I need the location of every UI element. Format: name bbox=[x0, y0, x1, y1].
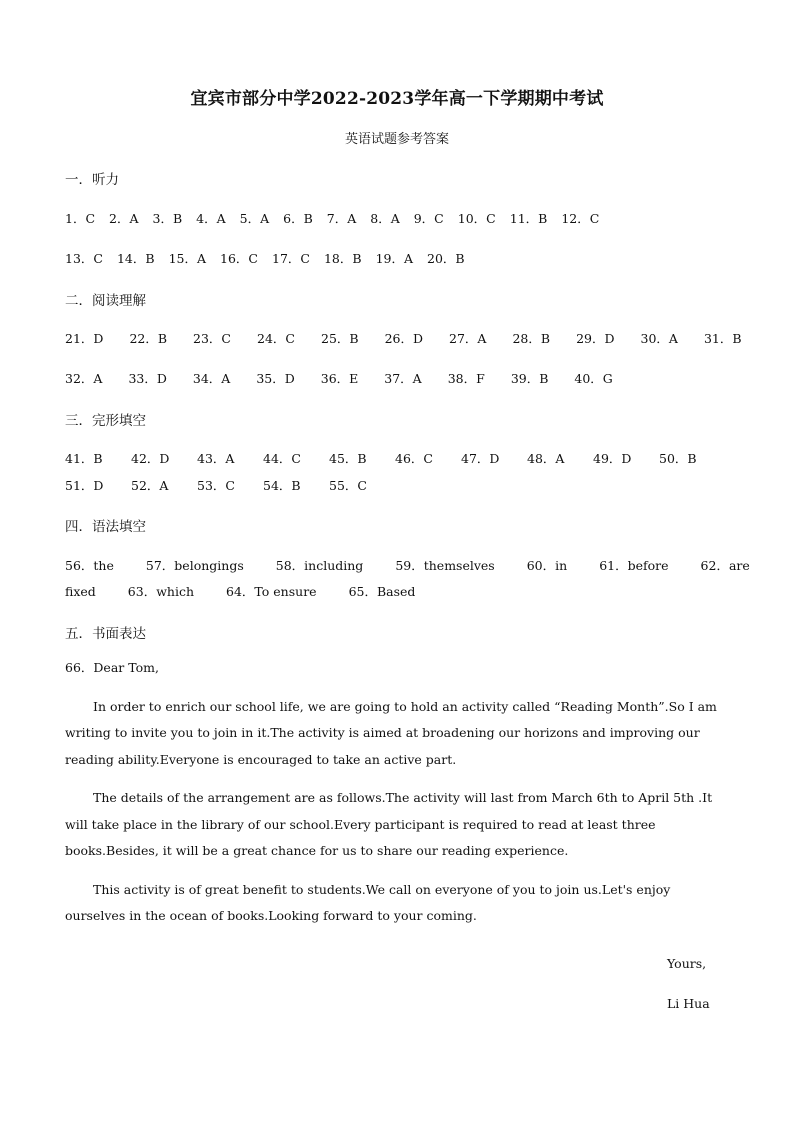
answer-item: 42．D bbox=[131, 451, 170, 466]
answer-item: 4．A bbox=[196, 211, 226, 226]
answer-item: 36．E bbox=[320, 371, 359, 386]
answer-item: 6．B bbox=[283, 211, 313, 226]
answer-item: 58．including bbox=[275, 558, 364, 573]
answer-item: 51．D bbox=[65, 478, 104, 493]
answer-item: 52．A bbox=[131, 478, 169, 493]
letter-greeting: 66．Dear Tom, bbox=[65, 660, 159, 675]
listening-answers-row-1 bbox=[65, 209, 613, 227]
answer-item: 19．A bbox=[375, 251, 414, 266]
page-title: 宜宾市部分中学2022-2023学年高一下学期期中考试 bbox=[190, 89, 604, 109]
answer-item: 50．B bbox=[659, 451, 697, 466]
answer-item: 24．C bbox=[257, 331, 295, 346]
answer-item: 15．A bbox=[168, 251, 207, 266]
answer-item: 31．B bbox=[703, 331, 742, 346]
answer-item: 37．A bbox=[384, 371, 422, 386]
answer-item: 13．C bbox=[65, 251, 103, 266]
letter-paragraph-2: The details of the arrangement are as follows.The activity will last from March 6th to April 5th .It will take place in the library of our school.Every participant is required to read at least three books.Besides, it will be a great chance for us to share our reading experience. bbox=[65, 790, 713, 858]
answer-item: 7．A bbox=[326, 211, 357, 226]
answer-item: 39．B bbox=[510, 371, 549, 386]
answer-item: 34．A bbox=[192, 371, 231, 386]
answer-item: 8．A bbox=[370, 211, 400, 226]
answer-item: 27．A bbox=[449, 331, 487, 346]
answer-item: 40．G bbox=[574, 371, 613, 386]
answer-item: 26．D bbox=[384, 331, 424, 346]
answer-item: 61．before bbox=[599, 558, 669, 573]
answer-item: 64．To ensure bbox=[226, 584, 317, 599]
letter-signature: Li Hua bbox=[667, 996, 710, 1011]
answer-item: 14．B bbox=[116, 251, 155, 266]
section-listening-heading: 一．听力 bbox=[65, 172, 119, 188]
answer-item: 44．C bbox=[263, 451, 301, 466]
answer-item: 3．B bbox=[152, 211, 183, 226]
answer-item: 41．B bbox=[65, 451, 103, 466]
answer-item: 43．A bbox=[197, 451, 235, 466]
answer-item: 56．the bbox=[65, 558, 114, 573]
answer-item: 20．B bbox=[427, 251, 465, 266]
answer-item: 32．A bbox=[65, 371, 103, 386]
answer-item: 18．B bbox=[323, 251, 362, 266]
answer-item: 10．C bbox=[457, 211, 496, 226]
answer-item: 63．which bbox=[127, 584, 195, 599]
answer-item: 46．C bbox=[395, 451, 433, 466]
answer-item: 65．Based bbox=[348, 584, 416, 599]
answer-item: 25．B bbox=[321, 331, 359, 346]
cloze-answers-row-2 bbox=[65, 476, 395, 494]
answer-item: 59．themselves bbox=[395, 558, 495, 573]
answer-item: 47．D bbox=[461, 451, 500, 466]
answer-item: 5．A bbox=[239, 211, 270, 226]
answer-item: 29．D bbox=[576, 331, 615, 346]
page-subtitle: 英语试题参考答案 bbox=[344, 132, 449, 147]
answer-item: 33．D bbox=[128, 371, 167, 386]
answer-item: 30．A bbox=[640, 331, 678, 346]
answer-item: 53．C bbox=[197, 478, 235, 493]
answer-item: 17．C bbox=[272, 251, 310, 266]
answer-item: 55．C bbox=[329, 478, 367, 493]
answer-item: 49．D bbox=[593, 451, 632, 466]
section-reading-heading: 二．阅读理解 bbox=[65, 293, 146, 309]
answer-item: 1．C bbox=[65, 211, 96, 226]
answer-item: fixed bbox=[65, 584, 96, 599]
answer-item: 48．A bbox=[527, 451, 565, 466]
grammar-answers-row-2 bbox=[65, 582, 447, 600]
answer-item: 16．C bbox=[220, 251, 258, 266]
answer-item: 35．D bbox=[256, 371, 295, 386]
letter-paragraph-1: In order to enrich our school life, we are going to hold an activity called “Reading Month”.So I am writing to invite you to join in it.The activity is aimed at broadening our horizons and improving our reading ability.Everyone is encouraged to take an active part. bbox=[65, 698, 717, 767]
answer-item: 28．B bbox=[512, 331, 551, 346]
answer-item: 9．C bbox=[413, 211, 444, 226]
letter-body bbox=[65, 655, 730, 930]
answer-item: 21．D bbox=[65, 331, 104, 346]
reading-answers-row-2 bbox=[65, 369, 639, 387]
answer-item: 62．are bbox=[700, 558, 750, 573]
letter-paragraph-3: This activity is of great benefit to students.We call on everyone of you to join us.Let's enjoy ourselves in the ocean of books.Looking forward to your coming. bbox=[65, 881, 671, 923]
answer-item: 38．F bbox=[447, 371, 485, 386]
answer-item: 54．B bbox=[263, 478, 301, 493]
answer-item: 23．C bbox=[193, 331, 232, 346]
answer-item: 57．belongings bbox=[145, 558, 244, 573]
reading-answers-row-1 bbox=[65, 329, 768, 347]
answer-item: 11．B bbox=[509, 211, 548, 226]
cloze-answers-row-1 bbox=[65, 449, 725, 467]
section-grammar-heading: 四．语法填空 bbox=[65, 519, 146, 535]
section-writing-heading: 五．书面表达 bbox=[65, 626, 146, 642]
answer-item: 22．B bbox=[129, 331, 168, 346]
listening-answers-row-2 bbox=[65, 249, 479, 267]
answer-item: 45．B bbox=[329, 451, 367, 466]
letter-closing: Yours, bbox=[667, 956, 707, 971]
section-cloze-heading: 三．完形填空 bbox=[65, 413, 146, 429]
answer-item: 2．A bbox=[109, 211, 139, 226]
grammar-answers-row-1 bbox=[65, 556, 782, 574]
answer-item: 60．in bbox=[526, 558, 568, 573]
answer-item: 12．C bbox=[561, 211, 600, 226]
